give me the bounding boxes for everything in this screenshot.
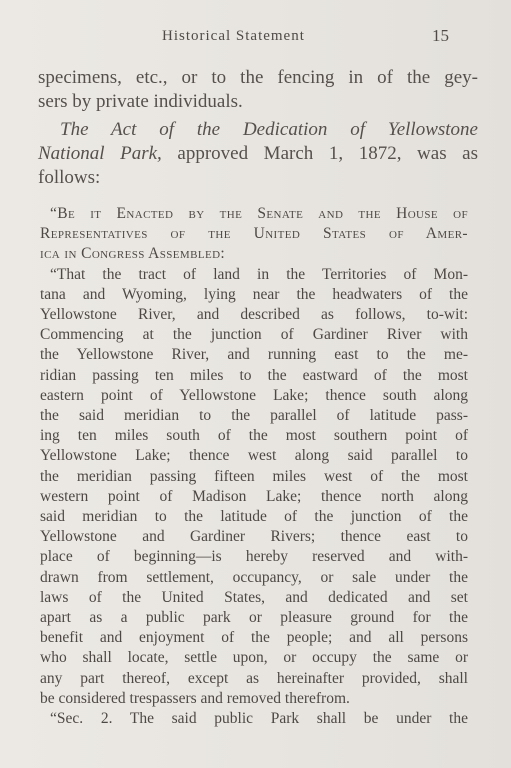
enacting-clause-line: Representatives of the United States of Amer- xyxy=(40,225,468,243)
text-line: any part thereof, except as hereinafter provided, shall xyxy=(40,669,468,687)
text-line: drawn from settlement, occupancy, or sale under the xyxy=(40,568,468,586)
enacting-clause-line: ica in Congress Assembled: xyxy=(40,245,226,263)
text-line: eastern point of Yellowstone Lake; thence south along xyxy=(40,386,468,404)
text-line: Yellowstone River, and described as follows, to-wit: xyxy=(40,306,468,324)
text-line: ridian passing ten miles to the eastward of the most xyxy=(40,366,468,384)
page-header xyxy=(0,26,511,50)
text-line xyxy=(38,118,478,142)
text-line: western point of Madison Lake; thence north along xyxy=(40,487,468,505)
text-line: benefit and enjoyment of the people; and all persons xyxy=(40,629,468,647)
text-line: laws of the United States, and dedicated and set xyxy=(40,588,468,606)
text-line: said meridian to the latitude of the junction of the xyxy=(40,508,468,526)
text-line: tana and Wyoming, lying near the headwaters of the xyxy=(40,285,468,303)
text-line: apart as a public park or pleasure ground for the xyxy=(40,609,468,627)
enacting-clause xyxy=(40,204,468,265)
act-section-2 xyxy=(40,709,468,729)
act-title-part-1: The Act of the Dedication of Yellowstone xyxy=(60,119,478,140)
enacting-clause-line: “Be it Enacted by the Senate and the House of xyxy=(50,205,468,222)
text-line: sers by private individuals. xyxy=(38,91,243,112)
text-line: the meridian passing fifteen miles west of the most xyxy=(40,467,468,485)
text-line: “Sec. 2. The said public Park shall be under the xyxy=(50,710,468,728)
text-line: Yellowstone and Gardiner Rivers; thence east to xyxy=(40,528,468,546)
act-section-1 xyxy=(40,265,468,709)
text-line: Yellowstone Lake; thence west along said parallel to xyxy=(40,447,468,465)
text-line: place of beginning—is hereby reserved and with- xyxy=(40,548,468,566)
act-quotation xyxy=(40,204,468,729)
text-line: ing ten miles south of the most southern point of xyxy=(40,427,468,445)
running-title: Historical Statement xyxy=(162,28,305,44)
intro-paragraph-1 xyxy=(38,66,478,114)
text-line: “That the tract of land in the Territories of Mon- xyxy=(50,265,468,283)
text-line: the Yellowstone River, and running east to the me- xyxy=(40,346,468,364)
text-line: be considered trespassers and removed therefrom. xyxy=(40,689,350,707)
text-line: specimens, etc., or to the fencing in of the gey- xyxy=(38,67,478,88)
text-line: follows: xyxy=(38,167,101,188)
text-line: who shall locate, settle upon, or occupy the same or xyxy=(40,649,468,667)
page-number: 15 xyxy=(432,26,449,45)
text-line: the said meridian to the parallel of latitude pass- xyxy=(40,407,468,425)
text-line: Commencing at the junction of Gardiner River with xyxy=(40,326,468,344)
act-approval-text: approved March 1, 1872, was as xyxy=(161,143,479,164)
text-line xyxy=(38,142,478,166)
act-title-part-2: National Park, xyxy=(38,143,162,164)
intro-paragraph-2 xyxy=(38,118,478,190)
intro-paragraphs xyxy=(38,66,478,190)
